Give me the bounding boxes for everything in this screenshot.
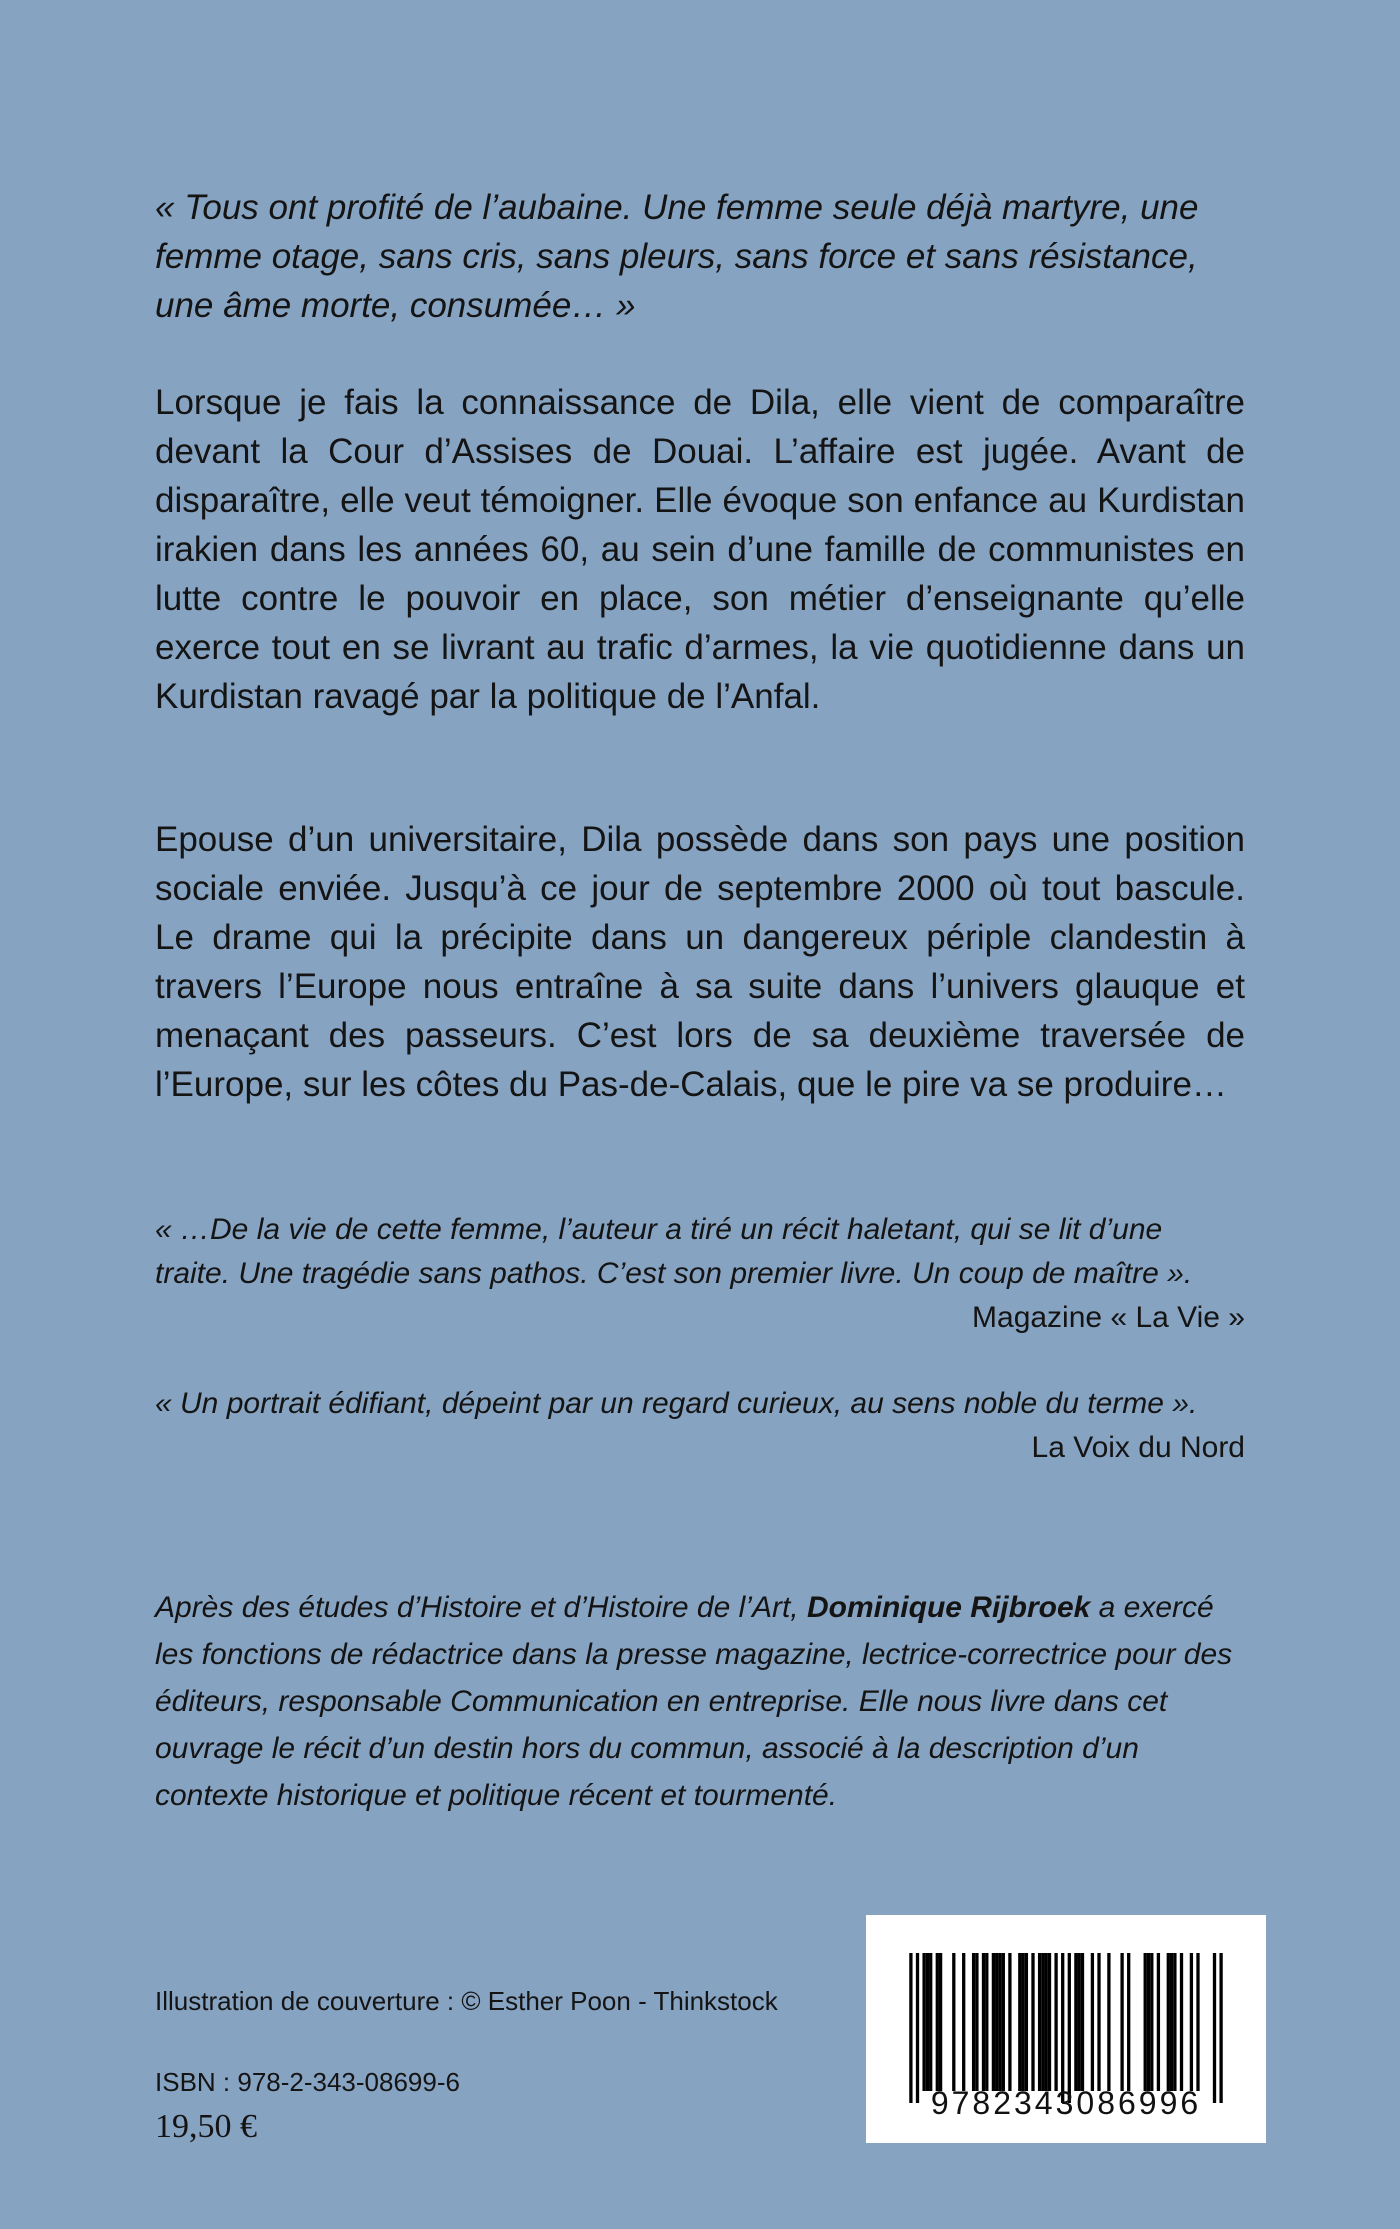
barcode-bar bbox=[1219, 1953, 1222, 2103]
bio-text: a exercé les fonctions de rédactrice dans la presse magazine, lectrice-correctrice pour des éditeurs, responsable Communication en entreprise. Elle nous livre dans cet ouvrage le récit d’un destin hors du commun, associé à la description d’un contexte historique et politique récent et tourmenté. bbox=[155, 1591, 1233, 1812]
press-review-2 bbox=[155, 1382, 1245, 1470]
barcode-bar bbox=[1054, 1953, 1057, 2091]
barcode-bar bbox=[1002, 1953, 1005, 2091]
barcode-bar bbox=[1031, 1953, 1034, 2091]
isbn: ISBN : 978-2-343-08699-6 bbox=[155, 2067, 460, 2097]
barcode-bar bbox=[1150, 1953, 1153, 2091]
barcode-bar bbox=[1107, 1953, 1110, 2091]
barcode-bar bbox=[936, 1953, 939, 2091]
barcode-bar bbox=[916, 1953, 919, 2103]
synopsis-paragraph-2: Epouse d’un universitaire, Dila possède dans son pays une position sociale enviée. Jusqu’à ce jour de septembre 2000 où tout bascule. Le drame qui la précipite dans un dangereux périple clandestin à travers l’Europe nous entraîne à sa suite dans l’univers glauque et menaçant des passeurs. C’est lors de sa deuxième traversée de l’Europe, sur les côtes du Pas-de-Calais, que le pire va se produire… bbox=[155, 820, 1245, 1104]
barcode-bar bbox=[1021, 1953, 1024, 2091]
price: 19,50 € bbox=[155, 2108, 257, 2145]
barcode-bar bbox=[1008, 1953, 1011, 2091]
barcode-bar bbox=[1120, 1953, 1123, 2091]
barcode-bar bbox=[1045, 1953, 1048, 2091]
barcode-bar bbox=[939, 1953, 942, 2091]
barcode-bar bbox=[1048, 1953, 1051, 2091]
barcode-bar bbox=[1170, 1953, 1173, 2091]
illustration-credit: Illustration de couverture : © Esther Poon - Thinkstock bbox=[155, 1986, 778, 2016]
barcode bbox=[866, 1915, 1266, 2143]
synopsis-paragraph-1: Lorsque je fais la connaissance de Dila, elle vient de comparaître devant la Cour d’Assises de Douai. L’affaire est jugée. Avant de disparaître, elle veut témoigner. Elle évoque son enfance au Kurdistan irakien dans les années 60, au sein d’une famille de communistes en lutte contre le pouvoir en place, son métier d’enseignante qu’elle exerce tout en se livrant au trafic d’armes, la vie quotidienne dans un Kurdistan ravagé par la politique de l’Anfal. bbox=[155, 383, 1245, 716]
review-quote: « Un portrait édifiant, dépeint par un regard curieux, au sens noble du terme ». bbox=[155, 1387, 1198, 1420]
barcode-bar bbox=[1127, 1953, 1130, 2091]
barcode-bar bbox=[1068, 1953, 1071, 2103]
barcode-bar bbox=[1157, 1953, 1160, 2091]
barcode-bar bbox=[985, 1953, 988, 2091]
barcode-bar bbox=[1144, 1953, 1147, 2091]
barcode-bar bbox=[1074, 1953, 1077, 2091]
review-source: Magazine « La Vie » bbox=[972, 1301, 1245, 1334]
review-quote: « …De la vie de cette femme, l’auteur a tiré un récit haletant, qui se lit d’une traite. Une tragédie sans pathos. C’est son premier livre. Un coup de maître ». bbox=[155, 1213, 1193, 1290]
barcode-bar bbox=[1097, 1953, 1100, 2091]
barcode-bar bbox=[929, 1953, 932, 2091]
barcode-bar bbox=[1041, 1953, 1044, 2091]
barcode-bar bbox=[975, 1953, 978, 2091]
barcode-bar bbox=[922, 1953, 925, 2091]
barcode-bar bbox=[1196, 1953, 1199, 2091]
barcode-bar bbox=[1081, 1953, 1084, 2091]
barcode-bar bbox=[909, 1953, 912, 2103]
bio-intro: Après des études d’Histoire et d’Histoire de l’Art, bbox=[155, 1591, 807, 1624]
barcode-bar bbox=[1167, 1953, 1170, 2091]
barcode-bar bbox=[962, 1953, 965, 2091]
barcode-bar bbox=[1091, 1953, 1094, 2091]
author-bio bbox=[155, 1584, 1245, 1819]
barcode-bar bbox=[1180, 1953, 1183, 2091]
barcode-bar bbox=[952, 1953, 955, 2091]
barcode-bar bbox=[1190, 1953, 1193, 2091]
opening-quote: « Tous ont profité de l’aubaine. Une femme seule déjà martyre, une femme otage, sans cris, sans pleurs, sans force et sans résistance, une âme morte, consumée… » bbox=[155, 188, 1199, 325]
press-review-1 bbox=[155, 1208, 1245, 1340]
barcode-bar bbox=[1038, 1953, 1041, 2091]
barcode-bar bbox=[992, 1953, 995, 2091]
barcode-bar bbox=[972, 1953, 975, 2091]
barcode-bar bbox=[1061, 1953, 1064, 2103]
barcode-bar bbox=[1213, 1953, 1216, 2103]
barcode-bar bbox=[1173, 1953, 1176, 2091]
barcode-bar bbox=[1018, 1953, 1021, 2091]
barcode-bar bbox=[1025, 1953, 1028, 2091]
author-name: Dominique Rijbroek bbox=[806, 1591, 1091, 1624]
barcode-bar bbox=[998, 1953, 1001, 2091]
review-source: La Voix du Nord bbox=[1031, 1431, 1245, 1464]
barcode-bar bbox=[926, 1953, 929, 2091]
barcode-bar bbox=[995, 1953, 998, 2091]
barcode-bar bbox=[1147, 1953, 1150, 2091]
barcode-bar bbox=[1078, 1953, 1081, 2091]
barcode-bar bbox=[982, 1953, 985, 2091]
barcode-number: 9782343086996 bbox=[930, 2085, 1202, 2121]
